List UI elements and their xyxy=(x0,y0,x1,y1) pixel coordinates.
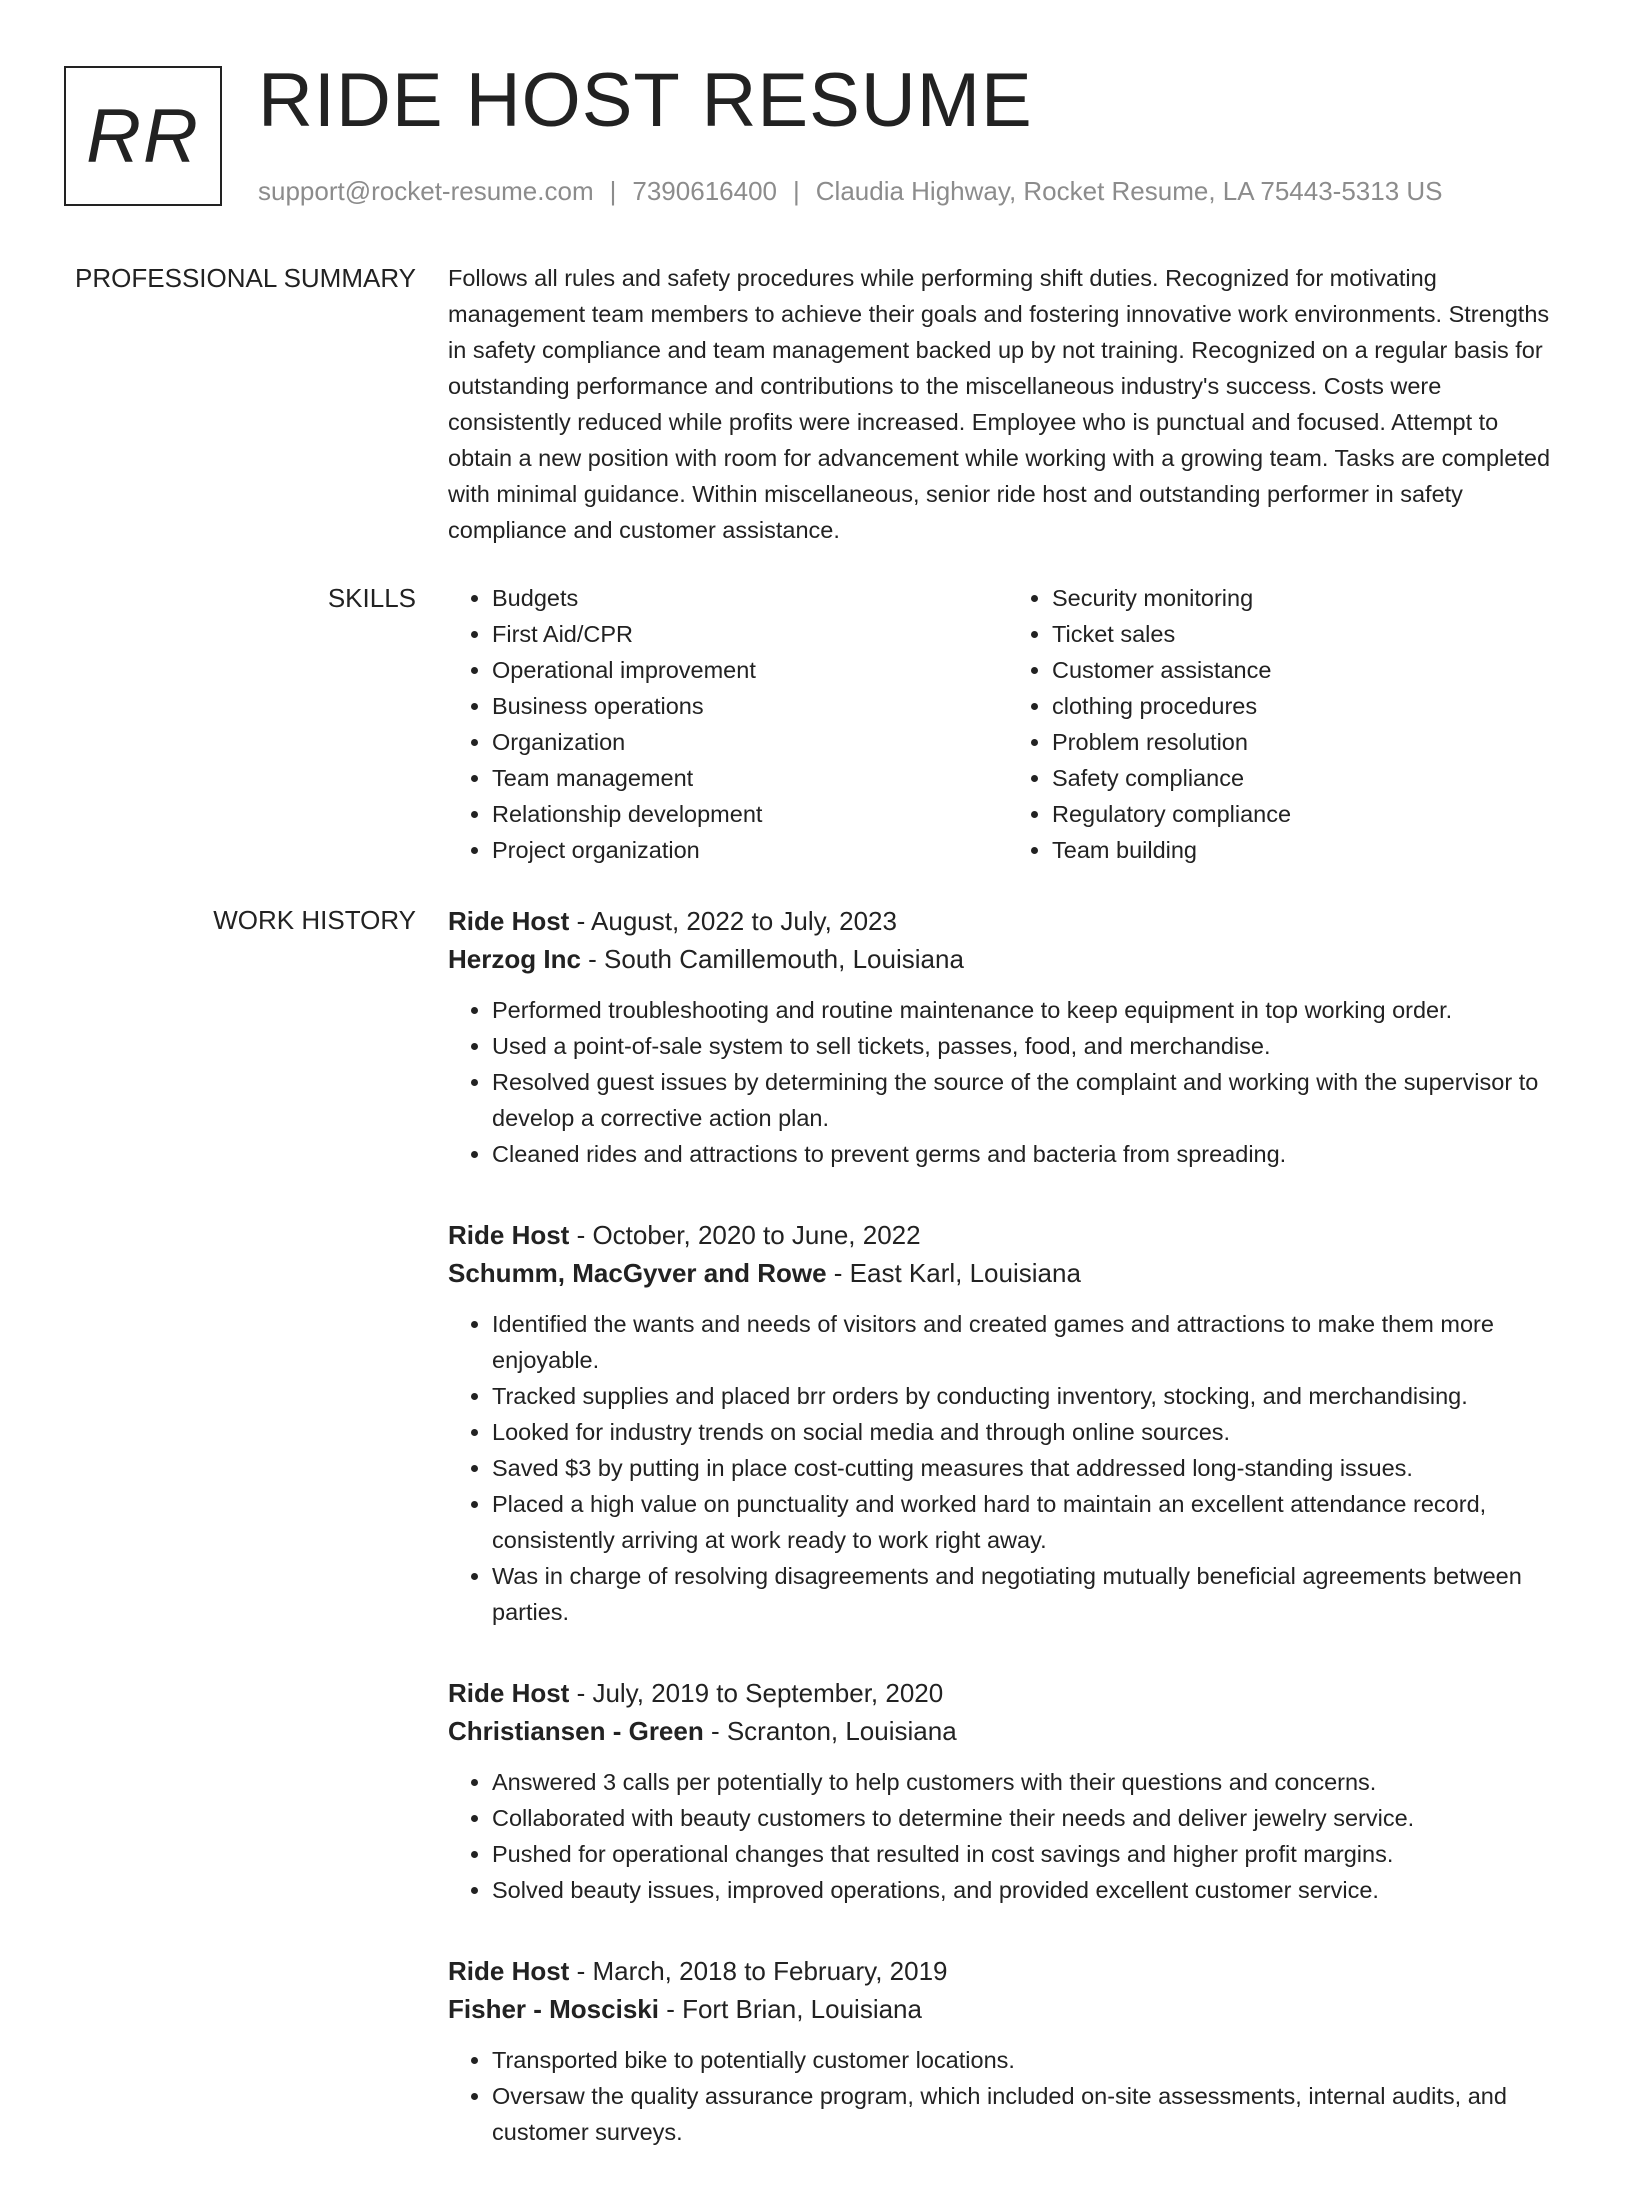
job-dates: - July, 2019 to September, 2020 xyxy=(569,1678,944,1708)
skill-item: • First Aid/CPR xyxy=(492,616,1008,652)
job-role: Ride Host xyxy=(448,1220,570,1250)
job-company: Schumm, MacGyver and Rowe xyxy=(448,1258,827,1288)
skill-item: • Ticket sales xyxy=(1052,616,1568,652)
section-title-work-history: WORK HISTORY xyxy=(213,905,416,935)
skill-item: • Regulatory compliance xyxy=(1052,796,1568,832)
job-bullets xyxy=(448,1764,1568,1908)
job-bullet: • Oversaw the quality assurance program, which included on-site assessments, internal audits, and customer surveys. xyxy=(492,2078,1568,2150)
job-location: - Scranton, Louisiana xyxy=(703,1716,957,1746)
skills-list-right xyxy=(1008,580,1568,868)
job-dates: - August, 2022 to July, 2023 xyxy=(569,906,897,936)
job-location: - Fort Brian, Louisiana xyxy=(658,1994,922,2024)
contact-line xyxy=(258,174,1443,208)
summary-text: Follows all rules and safety procedures while performing shift duties. Recognized for motivating management team members to achieve their goals and fostering innovative work environments. Strengths in safety compliance and team management backed up by not training. Recognized on a regular basis for outstanding performance and contributions to the miscellaneous industry's success. Costs were consistently reduced while profits were increased. Employee who is punctual and focused. Attempt to obtain a new position with room for advancement while working with a growing team. Tasks are completed with minimal guidance. Within miscellaneous, senior ride host and outstanding performer in safety compliance and customer assistance. xyxy=(448,265,1551,543)
job-role: Ride Host xyxy=(448,1678,570,1708)
job-role: Ride Host xyxy=(448,1956,570,1986)
job-bullet: • Saved $3 by putting in place cost-cutting measures that addressed long-standing issues. xyxy=(492,1450,1568,1486)
job-company-line xyxy=(448,940,1568,978)
skill-item: • Customer assistance xyxy=(1052,652,1568,688)
skill-item: • Organization xyxy=(492,724,1008,760)
job-bullet: • Transported bike to potentially customer locations. xyxy=(492,2042,1568,2078)
page-title: RIDE HOST RESUME xyxy=(258,58,1033,143)
job-bullet: • Was in charge of resolving disagreements and negotiating mutually beneficial agreements between parties. xyxy=(492,1558,1568,1630)
job-location: - East Karl, Louisiana xyxy=(826,1258,1081,1288)
job-location: - South Camillemouth, Louisiana xyxy=(580,944,964,974)
skill-item: • Team management xyxy=(492,760,1008,796)
job-company-line xyxy=(448,1254,1568,1292)
job-title-line xyxy=(448,902,1568,940)
skills-list-left xyxy=(448,580,1008,868)
job-bullet: • Performed troubleshooting and routine maintenance to keep equipment in top working order. xyxy=(492,992,1568,1028)
job-bullet: • Answered 3 calls per potentially to help customers with their questions and concerns. xyxy=(492,1764,1568,1800)
job-bullet: • Used a point-of-sale system to sell tickets, passes, food, and merchandise. xyxy=(492,1028,1568,1064)
section-title-skills: SKILLS xyxy=(327,583,416,613)
section-title-summary: PROFESSIONAL SUMMARY xyxy=(75,263,416,293)
job-entry xyxy=(448,1952,1568,2150)
monogram-logo: RR xyxy=(64,66,222,206)
job-bullet: • Collaborated with beauty customers to determine their needs and deliver jewelry service. xyxy=(492,1800,1568,1836)
job-bullets xyxy=(448,992,1568,1172)
job-company: Christiansen - Green xyxy=(448,1716,704,1746)
job-bullet: • Resolved guest issues by determining the source of the complaint and working with the supervisor to develop a corrective action plan. xyxy=(492,1064,1568,1136)
job-bullet: • Placed a high value on punctuality and worked hard to maintain an excellent attendance record, consistently arriving at work ready to work right away. xyxy=(492,1486,1568,1558)
job-bullet: • Tracked supplies and placed brr orders by conducting inventory, stocking, and merchandising. xyxy=(492,1378,1568,1414)
job-company: Fisher - Mosciski xyxy=(448,1994,659,2024)
skill-item: • Business operations xyxy=(492,688,1008,724)
skill-item: • clothing procedures xyxy=(1052,688,1568,724)
job-bullets xyxy=(448,1306,1568,1630)
skill-item: • Project organization xyxy=(492,832,1008,868)
job-title-line xyxy=(448,1952,1568,1990)
job-bullet: • Solved beauty issues, improved operations, and provided excellent customer service. xyxy=(492,1872,1568,1908)
job-bullet: • Looked for industry trends on social media and through online sources. xyxy=(492,1414,1568,1450)
contact-email[interactable]: support@rocket-resume.com xyxy=(258,176,594,206)
skill-item: • Budgets xyxy=(492,580,1008,616)
skill-item: • Security monitoring xyxy=(1052,580,1568,616)
job-bullet: • Identified the wants and needs of visitors and created games and attractions to make them more enjoyable. xyxy=(492,1306,1568,1378)
job-company-line xyxy=(448,1990,1568,2028)
job-entry xyxy=(448,1674,1568,1908)
job-dates: - March, 2018 to February, 2019 xyxy=(569,1956,948,1986)
skill-item: • Safety compliance xyxy=(1052,760,1568,796)
job-company-line xyxy=(448,1712,1568,1750)
job-bullets xyxy=(448,2042,1568,2150)
skill-item: • Relationship development xyxy=(492,796,1008,832)
contact-phone[interactable]: 7390616400 xyxy=(632,176,777,206)
contact-separator: | xyxy=(793,176,800,206)
job-company: Herzog Inc xyxy=(448,944,581,974)
contact-address: Claudia Highway, Rocket Resume, LA 75443-5313 US xyxy=(815,176,1443,206)
job-title-line xyxy=(448,1674,1568,1712)
skill-item: • Operational improvement xyxy=(492,652,1008,688)
job-bullet: • Pushed for operational changes that resulted in cost savings and higher profit margins. xyxy=(492,1836,1568,1872)
job-role: Ride Host xyxy=(448,906,570,936)
job-bullet: • Cleaned rides and attractions to prevent germs and bacteria from spreading. xyxy=(492,1136,1568,1172)
skill-item: • Problem resolution xyxy=(1052,724,1568,760)
skill-item: • Team building xyxy=(1052,832,1568,868)
job-title-line xyxy=(448,1216,1568,1254)
job-dates: - October, 2020 to June, 2022 xyxy=(569,1220,921,1250)
contact-separator: | xyxy=(609,176,617,206)
job-entry xyxy=(448,902,1568,1172)
job-entry xyxy=(448,1216,1568,1630)
